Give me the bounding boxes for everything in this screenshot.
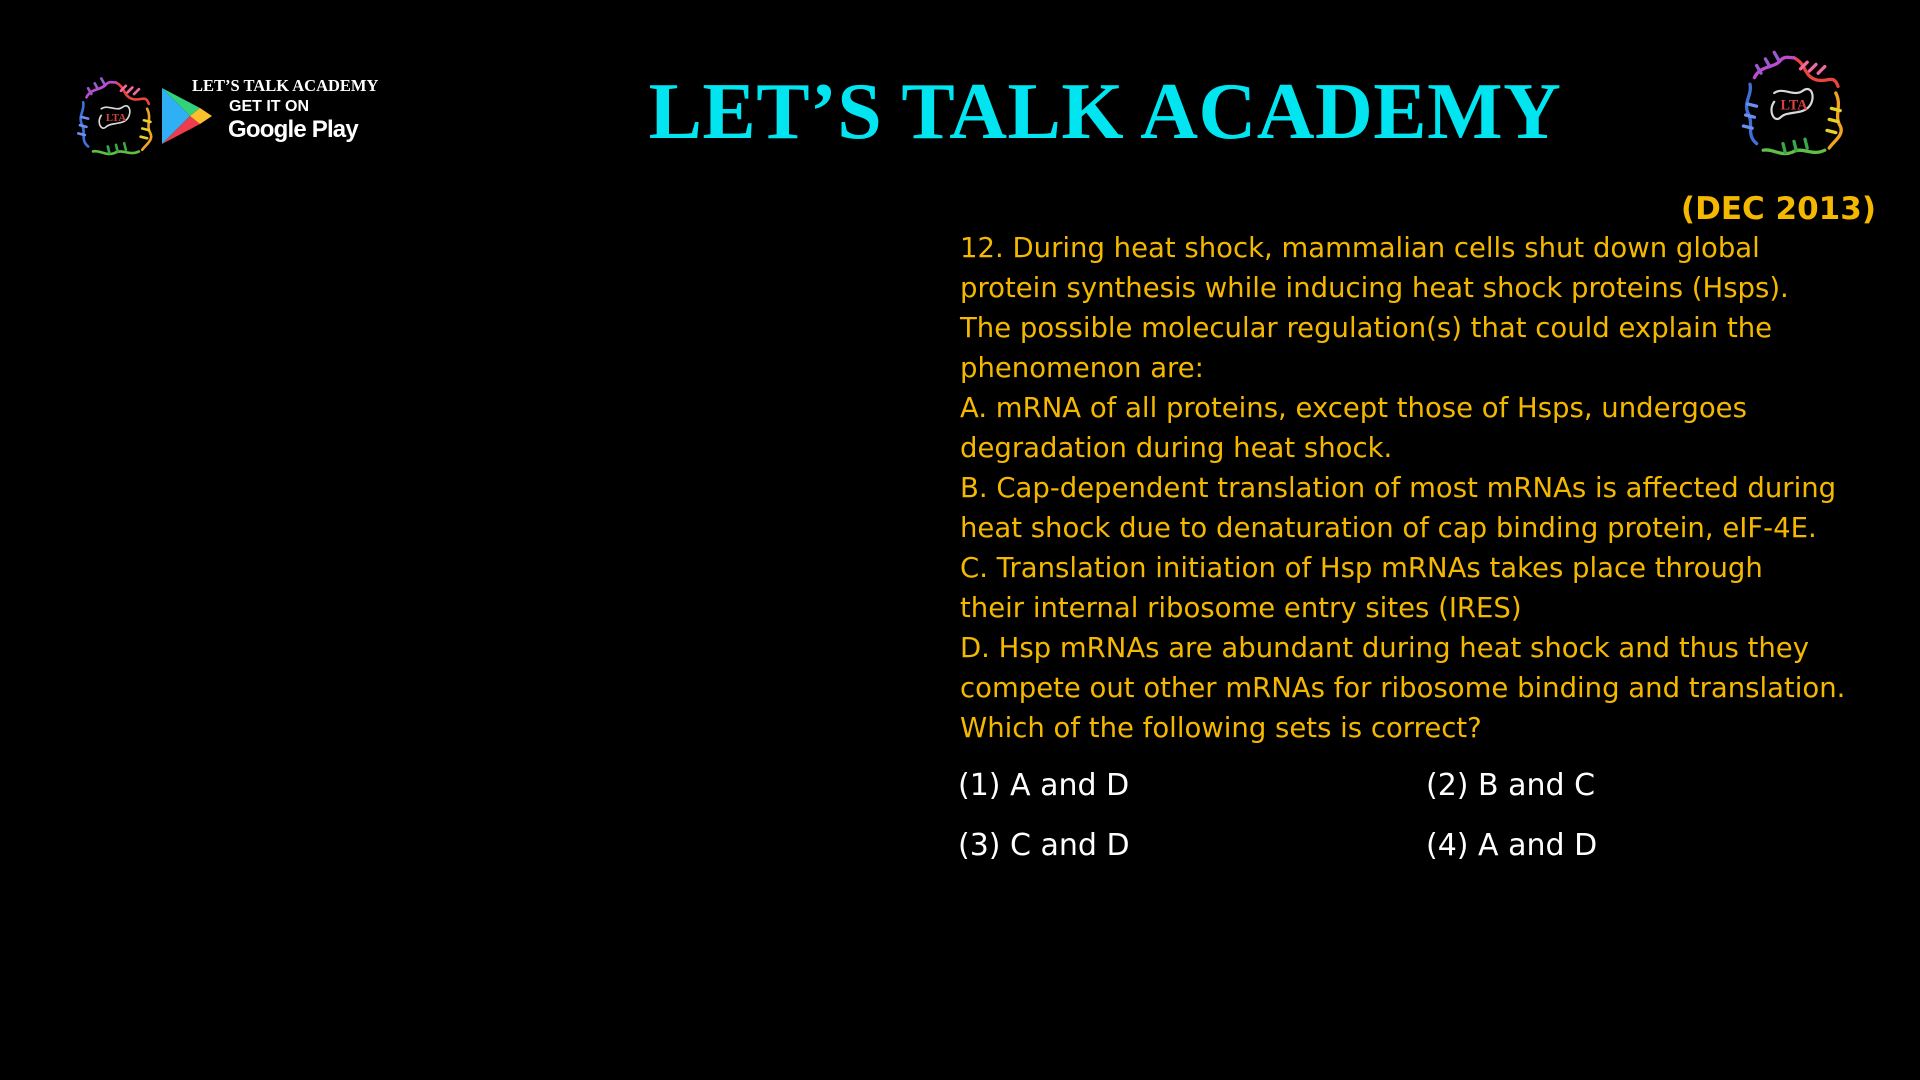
answer-option-2[interactable]: (2) B and C	[1426, 768, 1596, 803]
logo-text: LTA	[105, 113, 127, 125]
statement-b-line: heat shock due to denaturation of cap binding protein, eIF-4E.	[960, 512, 1817, 544]
page-title: LET’S TALK ACADEMY	[648, 68, 1562, 156]
answer-option-3[interactable]: (3) C and D	[958, 828, 1130, 863]
google-play-icon	[160, 86, 214, 146]
answer-options	[958, 766, 1878, 886]
statement-d-line: D. Hsp mRNAs are abundant during heat shock and thus they	[960, 632, 1809, 664]
question-prompt: Which of the following sets is correct?	[960, 712, 1482, 744]
protein-structure-logo-right	[1738, 49, 1850, 159]
question-line: 12. During heat shock, mammalian cells shut down global	[960, 232, 1760, 264]
play-badge-get-it-on: GET IT ON	[229, 98, 309, 115]
statement-c-line: C. Translation initiation of Hsp mRNAs takes place through	[960, 552, 1763, 584]
protein-structure-logo-icon	[74, 76, 158, 158]
statement-c-line: their internal ribosome entry sites (IRES)	[960, 592, 1522, 624]
exam-year-tag: (DEC 2013)	[1680, 191, 1876, 227]
answer-option-1[interactable]: (1) A and D	[958, 768, 1130, 803]
play-badge-brand: LET’S TALK ACADEMY	[192, 76, 379, 95]
statement-a-line: degradation during heat shock.	[960, 432, 1393, 464]
question-line: protein synthesis while inducing heat shock proteins (Hsps).	[960, 272, 1789, 304]
statement-a-line: A. mRNA of all proteins, except those of Hsps, undergoes	[960, 392, 1747, 424]
google-play-badge[interactable]	[160, 76, 420, 156]
statement-d-line: compete out other mRNAs for ribosome binding and translation.	[960, 672, 1846, 704]
logo-text: LTA	[1780, 97, 1808, 114]
protein-structure-logo-left	[74, 76, 158, 158]
protein-structure-logo-icon	[1738, 49, 1850, 159]
play-badge-store-name: Google Play	[228, 116, 358, 143]
statement-b-line: B. Cap-dependent translation of most mRNAs is affected during	[960, 472, 1837, 504]
question-text	[960, 228, 1880, 748]
answer-option-4[interactable]: (4) A and D	[1426, 828, 1598, 863]
question-line: The possible molecular regulation(s) that could explain the	[960, 312, 1773, 344]
question-line: phenomenon are:	[960, 352, 1204, 384]
